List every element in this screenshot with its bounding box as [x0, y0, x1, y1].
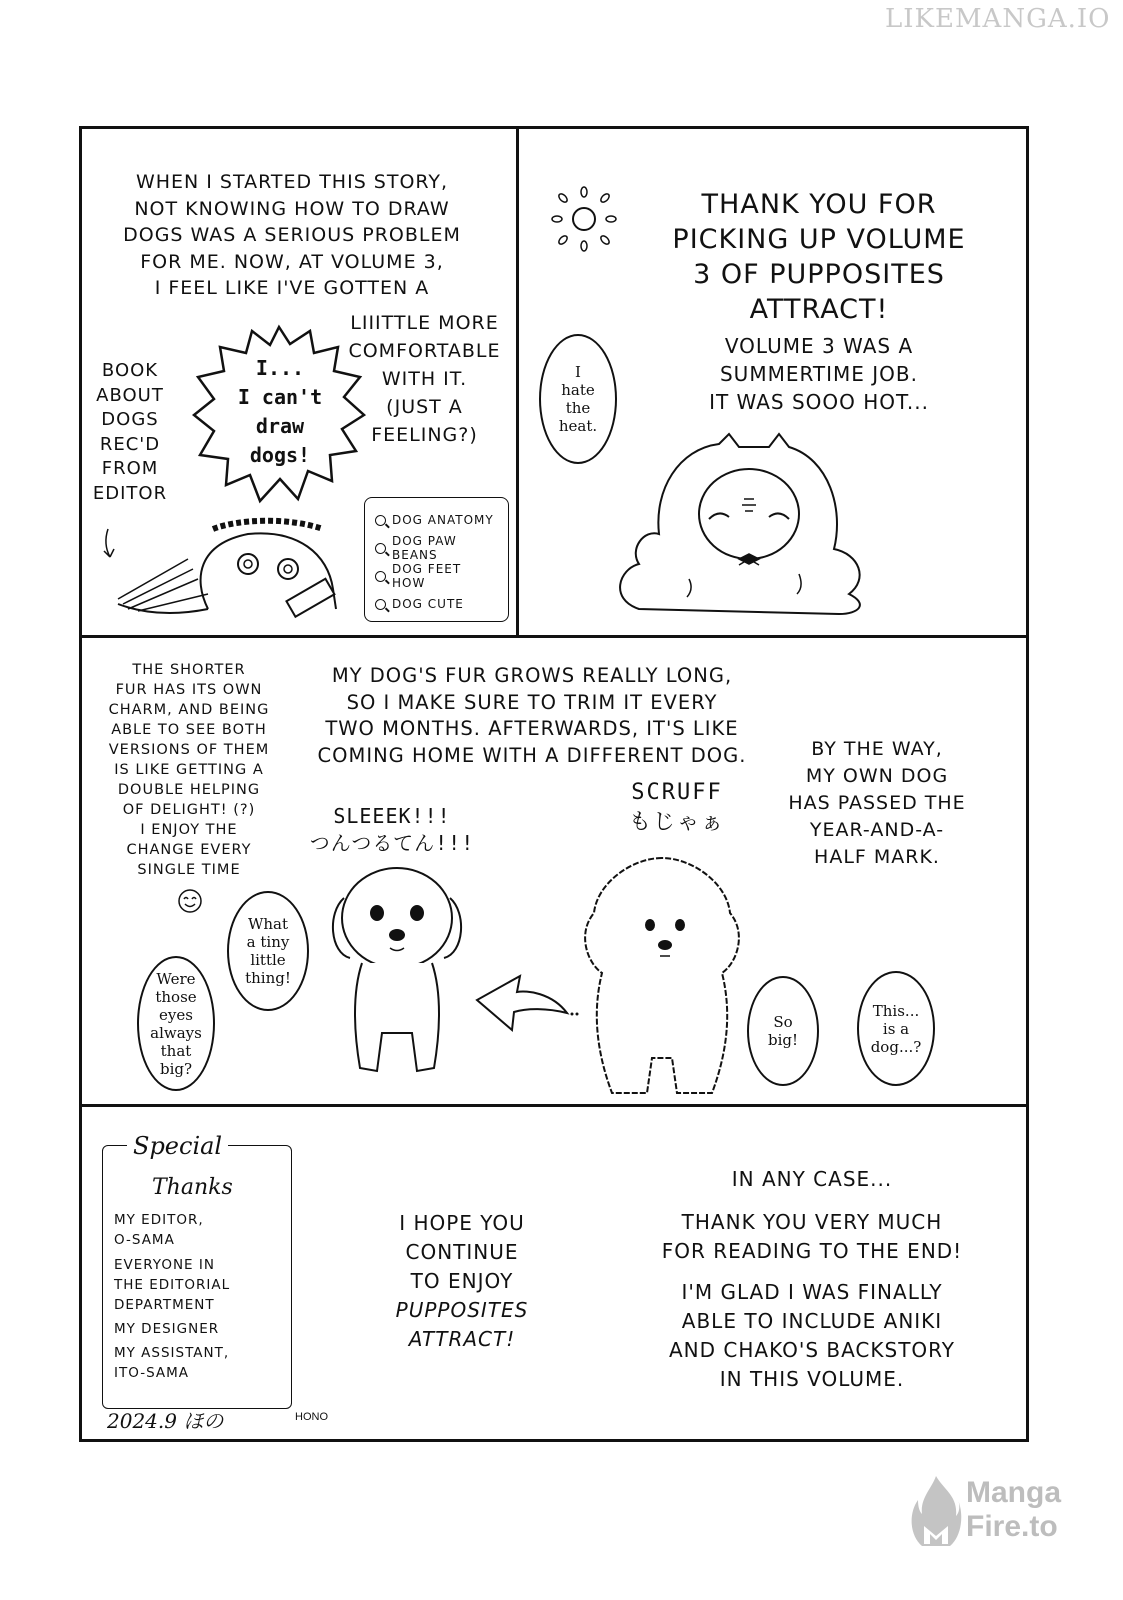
special-heading: Special	[127, 1132, 228, 1160]
search-history-box	[364, 497, 509, 622]
panel-thank-you	[516, 126, 1029, 638]
narration-continued: LIIITTLE MORE COMFORTABLE WITH IT. (JUST A FEELING?)	[348, 312, 501, 446]
magnifier-icon	[375, 543, 386, 554]
search-item: DOG ANATOMY	[375, 506, 498, 534]
artist-doodle-illustration	[98, 499, 368, 619]
speech-bubble-is-dog: This... is a dog...?	[857, 971, 935, 1086]
shout-text: I... I can't draw dogs!	[237, 356, 323, 467]
fur-grows-text: MY DOG'S FUR GROWS REALLY LONG, SO I MAKE SURE TO TRIM IT EVERY TWO MONTHS. AFTERWARDS, IT'S LIKE COMING HOME WITH A DIFFERENT DOG.	[317, 664, 747, 767]
panel-drawing-struggle	[79, 126, 519, 638]
backstory-text: I'M GLAD I WAS FINALLY ABLE TO INCLUDE ANIKI AND CHAKO'S BACKSTORY IN THIS VOLUME.	[668, 1280, 956, 1391]
melting-dog-illustration	[599, 429, 899, 619]
thank-you-reading-text: THANK YOU VERY MUCH FOR READING TO THE END!	[661, 1210, 963, 1263]
thanks-heading: Thanks	[152, 1175, 233, 1200]
flame-icon	[910, 1474, 962, 1552]
watermark-text: LIKEMANGA.IO	[885, 4, 1111, 34]
mangafire-logo	[910, 1472, 1090, 1562]
magnifier-icon	[375, 515, 386, 526]
sfx-sleek: SLEEEK!!! つんつるてん!!!	[309, 804, 475, 855]
logo-text-line1: Manga	[966, 1476, 1062, 1509]
logo-text-line2: Fire.to	[966, 1510, 1058, 1543]
summertime-text: VOLUME 3 WAS A SUMMERTIME JOB. IT WAS SOOO HOT...	[709, 334, 929, 414]
signature-name: HONO	[295, 1411, 328, 1423]
search-item: DOG PAW BEANS	[375, 534, 498, 562]
panel-dog-haircut	[79, 635, 1029, 1107]
magnifier-icon	[375, 571, 386, 582]
in-any-case-text: IN ANY CASE...	[731, 1167, 893, 1191]
search-item: DOG FEET HOW	[375, 562, 498, 590]
sfx-scruff: SCRUFF もじゃぁ	[628, 780, 725, 835]
speech-bubble-eyes: Were those eyes always that big?	[137, 956, 215, 1091]
series-title: PUPPOSITES ATTRACT!	[395, 1298, 529, 1351]
shorter-fur-note: THE SHORTER FUR HAS ITS OWN CHARM, AND BEING ABLE TO SEE BOTH VERSIONS OF THEM IS LIKE GETTING A DOUBLE HELPING OF DELIGHT! (?) I ENJOY THE CHANGE EVERY SINGLE TIME	[108, 662, 270, 878]
thanks-item: EVERYONE IN THE EDITORIAL DEPARTMENT	[114, 1257, 231, 1313]
speech-bubble-big: So big!	[747, 976, 819, 1086]
book-note: BOOK ABOUT DOGS REC'D FROM EDITOR	[92, 360, 168, 504]
thank-you-title: THANK YOU FOR PICKING UP VOLUME 3 OF PUPPOSITES ATTRACT!	[672, 189, 966, 325]
magnifier-icon	[375, 599, 386, 610]
dog-age-note: BY THE WAY, MY OWN DOG HAS PASSED THE YEAR-AND-A- HALF MARK.	[788, 738, 966, 868]
smile-icon	[177, 888, 203, 914]
thanks-item: MY EDITOR, O-SAMA	[114, 1212, 204, 1248]
speech-bubble-heat: I hate the heat.	[539, 334, 617, 464]
fluffy-dog-illustration	[572, 853, 752, 1098]
thanks-item: MY ASSISTANT, ITO-SAMA	[114, 1345, 230, 1381]
short-fur-dog-illustration	[322, 853, 472, 1083]
signature-date: 2024.9 ほの	[107, 1409, 224, 1433]
arrow-left-icon	[472, 968, 582, 1038]
search-item: DOG CUTE	[375, 590, 498, 618]
panel-closing	[79, 1104, 1029, 1442]
speech-bubble-tiny: What a tiny little thing!	[227, 891, 309, 1011]
sun-icon	[549, 184, 619, 254]
thanks-item: MY DESIGNER	[114, 1321, 220, 1337]
narration-text: WHEN I STARTED THIS STORY, NOT KNOWING HOW TO DRAW DOGS WAS A SERIOUS PROBLEM FOR ME. NOW, AT VOLUME 3, I FEEL LIKE I'VE GOTTEN A	[123, 171, 461, 299]
hope-text: I HOPE YOU CONTINUE TO ENJOY	[399, 1211, 525, 1293]
